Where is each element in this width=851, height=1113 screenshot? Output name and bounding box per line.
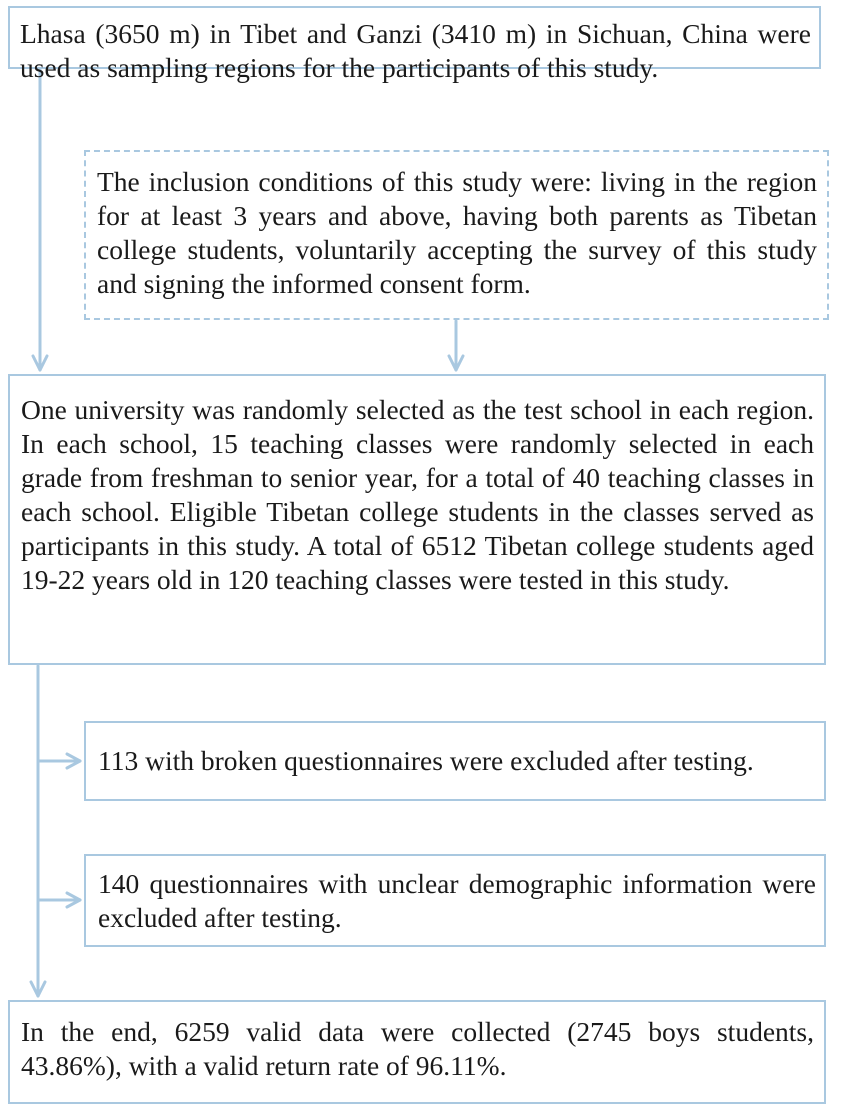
inclusion-conditions-box <box>84 150 829 320</box>
final-result-box <box>8 1000 826 1104</box>
exclusion-unclear-text: 140 questionnaires with unclear demographic information were excluded after testing. <box>98 868 816 933</box>
inclusion-conditions-text: The inclusion conditions of this study were: living in the region for at least 3 years and above, having both parents as Tibetan college students, voluntarily accepting the survey of this study and signing the informed consent form. <box>97 166 817 299</box>
exclusion-broken-box <box>84 721 826 801</box>
exclusion-unclear-box <box>84 854 826 947</box>
final-result-text: In the end, 6259 valid data were collected (2745 boys students, 43.86%), with a valid return rate of 96.11%. <box>21 1016 814 1081</box>
selection-text: One university was randomly selected as the test school in each region. In each school, 15 teaching classes were randomly selected in each grade from freshman to senior year, for a total of 40 teaching classes in each school. Eligible Tibetan college students in the classes served as participants in this study. A total of 6512 Tibetan college students aged 19-22 years old in 120 teaching classes were tested in this study. <box>21 394 814 595</box>
sampling-regions-box <box>8 6 821 83</box>
sampling-regions-text: Lhasa (3650 m) in Tibet and Ganzi (3410 m) in Sichuan, China were used as sampling regions for the participants of this study. <box>20 18 811 83</box>
exclusion-broken-text: 113 with broken questionnaires were excluded after testing. <box>98 745 754 776</box>
selection-box <box>8 374 826 665</box>
